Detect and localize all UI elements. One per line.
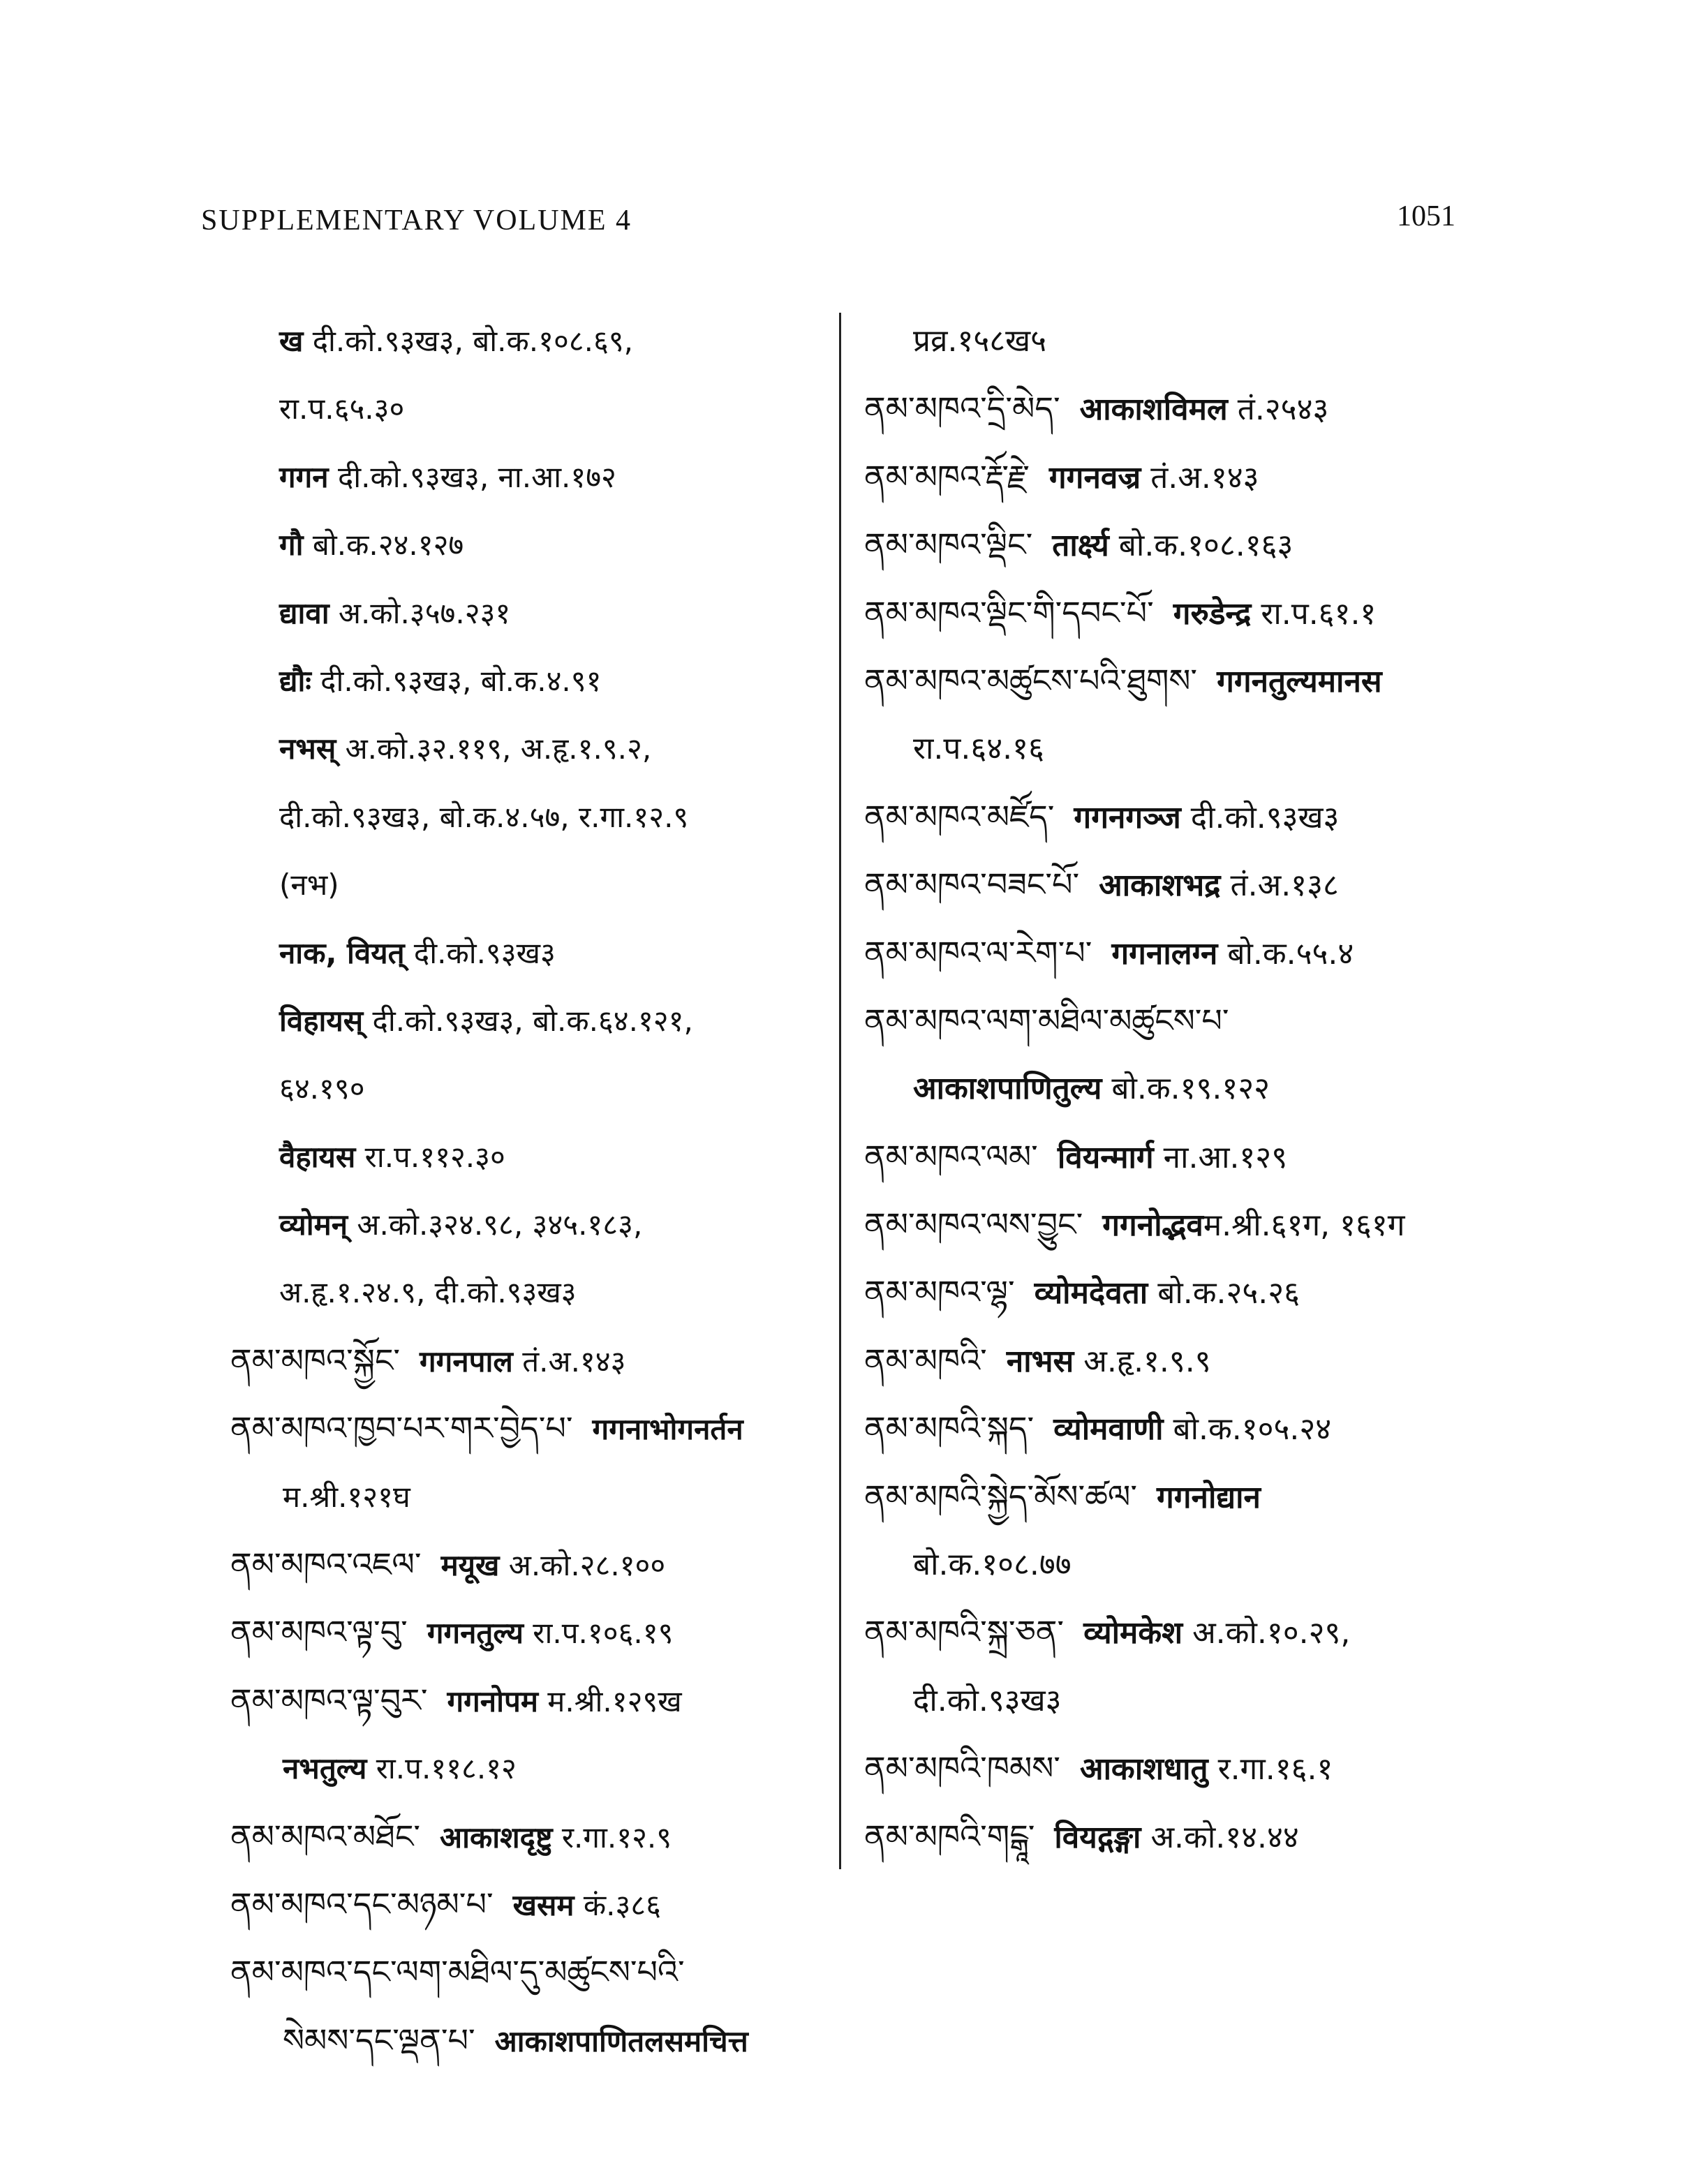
source-reference: अ.को.३२४.९८, ३४५.१८३, [348, 1208, 643, 1242]
sanskrit-equivalent: वियन्मार्ग [1057, 1139, 1154, 1175]
source-reference: रा.प.१०६.१९ [523, 1616, 674, 1651]
tibetan-headword: ནམ་མཁའི་སྐྲ་ཅན་ [864, 1613, 1065, 1651]
dictionary-entry-line [230, 1191, 831, 1258]
dictionary-entry-line [864, 375, 1492, 443]
dictionary-entry-line [230, 1938, 831, 2006]
dictionary-entry-line [230, 1327, 831, 1395]
source-reference: कं.३८६ [574, 1887, 661, 1922]
dictionary-entry-line [864, 1327, 1492, 1395]
dictionary-entry-line [864, 1598, 1492, 1666]
tibetan-headword: སེམས་དང་ལྡན་པ་ [283, 2021, 475, 2059]
dictionary-entry-line [864, 1734, 1492, 1802]
source-reference: दी.को.९३ख३, बो.क.४.५७, र.गा.१२.९ [279, 799, 689, 834]
dictionary-entry-line [230, 1258, 831, 1326]
source-reference: दी.को.९३ख३, ना.आ.१७२ [328, 459, 616, 494]
tibetan-headword: ནམ་མཁའ་རྡོ་རྗེ་ [864, 457, 1030, 496]
dictionary-entry-line [864, 783, 1492, 851]
source-reference: अ.को.२८.१०० [499, 1548, 666, 1583]
dictionary-entry-line [230, 851, 831, 919]
sanskrit-equivalent: मयूख [440, 1548, 500, 1583]
sanskrit-equivalent: खसम [512, 1887, 575, 1922]
source-reference: दी.को.९३ख३, बो.क.१०८.६९, [303, 324, 634, 358]
source-reference: म.श्री.१२९ख [538, 1684, 682, 1718]
sanskrit-equivalent: गगनोद्यान [1157, 1479, 1261, 1515]
sanskrit-equivalent: वैहायस [279, 1139, 356, 1174]
dictionary-entry-line [864, 443, 1492, 511]
source-reference: दी.को.९३ख३, बो.क.६४.१२१, [363, 1003, 693, 1038]
dictionary-entry-line [864, 1191, 1492, 1258]
sanskrit-equivalent: आकाशपाणितुल्य [913, 1071, 1102, 1107]
dictionary-entry-line [230, 1463, 831, 1531]
sanskrit-equivalent: गगनोद्भव [1102, 1208, 1203, 1244]
dictionary-entry-line [230, 1598, 831, 1666]
right-column [864, 307, 1492, 1871]
dictionary-entry-line [864, 919, 1492, 987]
tibetan-headword: ནམ་མཁའ་མཚུངས་པའི་ཐུགས་ [864, 661, 1198, 699]
source-reference: म.श्री.१२१घ [283, 1479, 410, 1514]
source-reference: म.श्री.६१ग, १६१ग [1203, 1208, 1405, 1244]
sanskrit-equivalent: द्यावा [279, 595, 329, 630]
sanskrit-equivalent: गगनोपम [447, 1684, 538, 1718]
tibetan-headword: ནམ་མཁའི་སྐད་ [864, 1409, 1035, 1448]
source-reference: बो.क.५५.४ [1217, 935, 1354, 972]
sanskrit-equivalent: गौ [279, 528, 304, 563]
dictionary-entry-line [864, 1123, 1492, 1191]
dictionary-entry-line [864, 1463, 1492, 1531]
dictionary-entry-line [230, 647, 831, 715]
dictionary-entry-line [230, 2007, 831, 2074]
running-header: SUPPLEMENTARY VOLUME 4 [201, 205, 632, 237]
source-reference: अ.को.१०.२९, [1183, 1615, 1351, 1651]
dictionary-entry-line [230, 443, 831, 511]
tibetan-headword: ནམ་མཁའ་འཇལ་ [230, 1545, 422, 1584]
source-reference: तं.अ.१३८ [1220, 868, 1339, 904]
dictionary-entry-line [864, 987, 1492, 1055]
source-reference: बो.क.१०५.२४ [1163, 1411, 1332, 1448]
source-reference: अ.को.३२.११९, अ.हृ.१.९.२, [336, 731, 652, 766]
source-reference: र.गा.१२.९ [552, 1820, 672, 1855]
sanskrit-equivalent: नभतुल्य [283, 1751, 367, 1786]
source-reference: अ.को.३५७.२३१ [329, 595, 511, 630]
source-reference: दी.को.९३ख३ [1180, 799, 1340, 835]
tibetan-headword: ནམ་མཁའ་དྲི་མེད་ [864, 389, 1060, 428]
sanskrit-equivalent: ख [279, 324, 304, 358]
dictionary-entry-line [230, 1395, 831, 1462]
source-reference: तं.अ.१४३ [512, 1344, 626, 1379]
sanskrit-equivalent: नाक, वियत् [279, 935, 405, 970]
sanskrit-equivalent: गगनवज्र [1048, 459, 1141, 496]
sanskrit-equivalent: आकाशविमल [1079, 392, 1228, 428]
source-reference: अ.हृ.१.९.९ [1074, 1343, 1211, 1379]
dictionary-entry-line [864, 1055, 1492, 1122]
source-reference: दी.को.९३ख३ [913, 1682, 1062, 1718]
dictionary-entry-line [864, 647, 1492, 715]
sanskrit-equivalent: नभस् [279, 731, 336, 766]
sanskrit-equivalent: गगन [279, 459, 329, 494]
source-reference: दी.को.९३ख३, बो.क.४.९१ [311, 663, 602, 698]
sanskrit-equivalent: आकाशधातु [1079, 1751, 1208, 1788]
source-reference: तं.अ.१४३ [1141, 459, 1259, 496]
dictionary-entry-line [230, 511, 831, 579]
source-reference: ६४.१९० [279, 1071, 365, 1106]
source-reference: बो.क.२४.१२७ [303, 528, 464, 563]
dictionary-entry-line [230, 1123, 831, 1191]
dictionary-entry-line [864, 307, 1492, 375]
source-reference: र.गा.१६.१ [1208, 1751, 1333, 1788]
sanskrit-equivalent: व्योमवाणी [1053, 1411, 1164, 1448]
tibetan-headword: ནམ་མཁའི་གངྒཱ་ [864, 1817, 1035, 1855]
source-reference: रा.प.११८.१२ [366, 1751, 517, 1786]
sanskrit-equivalent: व्योमन् [279, 1208, 348, 1242]
dictionary-entry-line [864, 1395, 1492, 1462]
dictionary-entry-line [864, 511, 1492, 579]
dictionary-entry-line [864, 579, 1492, 647]
tibetan-headword: ནམ་མཁའ་མཐོང་ [230, 1817, 421, 1855]
source-reference: बो.क.१०८.७७ [913, 1547, 1072, 1583]
sanskrit-equivalent: आकाशपाणितलसमचित्त [494, 2023, 748, 2058]
sanskrit-equivalent: आकाशभद्र [1099, 868, 1221, 904]
tibetan-headword: ནམ་མཁའ་ལག་མཐིལ་མཚུངས་པ་ [864, 1001, 1229, 1039]
sanskrit-equivalent: गगनपाल [420, 1344, 513, 1379]
dictionary-entry-line [230, 579, 831, 647]
tibetan-headword: ནམ་མཁའི་སྐྱེད་མོས་ཚལ་ [864, 1477, 1138, 1515]
left-column [230, 307, 831, 2074]
dictionary-entry-line [230, 1667, 831, 1734]
source-reference: रा.प.११२.३० [355, 1139, 505, 1174]
source-reference: ना.आ.१२९ [1153, 1139, 1288, 1175]
sanskrit-equivalent: गगनालग्न [1111, 935, 1218, 972]
tibetan-headword: ནམ་མཁའ་ལྡིང་གི་དབང་པོ་ [864, 593, 1154, 632]
sanskrit-equivalent: गगनाभोगनर्तन [592, 1412, 743, 1447]
tibetan-headword: ནམ་མཁའ་ལ་རེག་པ་ [864, 933, 1092, 972]
tibetan-headword: ནམ་མཁའ་སྐྱོང་ [230, 1341, 401, 1379]
dictionary-entry-line [230, 987, 831, 1055]
dictionary-entry-line [230, 1531, 831, 1598]
sanskrit-equivalent: गरुडेन्द्र [1173, 595, 1252, 632]
sanskrit-equivalent: आकाशदृष्टु [440, 1820, 553, 1855]
dictionary-entry-line [864, 715, 1492, 782]
source-reference: बो.क.१०८.१६३ [1109, 528, 1294, 564]
tibetan-headword: ནམ་མཁའ་མཛོད་ [864, 797, 1055, 835]
dictionary-entry-line [230, 715, 831, 782]
source-reference: दी.को.९३ख३ [404, 935, 556, 970]
dictionary-entry-line [230, 1734, 831, 1802]
source-reference: अ.को.१४.४४ [1141, 1819, 1299, 1855]
source-reference: रा.प.६१.१ [1251, 595, 1377, 632]
sanskrit-equivalent: व्योमकेश [1083, 1615, 1183, 1651]
dictionary-entry-line [230, 1055, 831, 1122]
sanskrit-equivalent: व्योमदेवता [1034, 1275, 1148, 1312]
source-reference: रा.प.६४.१६ [913, 731, 1044, 767]
dictionary-entry-line [864, 851, 1492, 919]
tibetan-headword: ནམ་མཁའི་ཁམས་ [864, 1749, 1060, 1788]
source-reference: बो.क.२५.२६ [1148, 1275, 1300, 1312]
dictionary-entry-line [230, 307, 831, 375]
source-reference: प्रव्र.१५८ख५ [913, 323, 1046, 359]
source-reference: (नभ) [279, 868, 339, 902]
tibetan-headword: ནམ་མཁའ་ཁྱབ་པར་གར་བྱེད་པ་ [230, 1409, 573, 1448]
source-reference: बो.क.१९.१२२ [1102, 1071, 1270, 1107]
source-reference: रा.प.६५.३० [279, 392, 405, 426]
tibetan-headword: ནམ་མཁའ་ལྡིང་ [864, 526, 1033, 564]
tibetan-headword: ནམ་མཁའ་ལས་བྱུང་ [864, 1205, 1083, 1244]
dictionary-entry-line [230, 1871, 831, 1938]
tibetan-headword: ནམ་མཁའ་དང་མཉམ་པ་ [230, 1885, 494, 1923]
sanskrit-equivalent: गगनतुल्यमानस [1217, 663, 1382, 699]
sanskrit-equivalent: तार्क्ष्य [1052, 528, 1109, 564]
sanskrit-equivalent: द्यौः [279, 663, 311, 698]
tibetan-headword: ནམ་མཁའ་ལྷ་ [864, 1273, 1015, 1312]
column-divider [839, 313, 841, 1869]
sanskrit-equivalent: गगनगञ्ज [1074, 799, 1181, 835]
tibetan-headword: ནམ་མཁའ་ལྟ་བུ་ [230, 1613, 408, 1651]
tibetan-headword: ནམ་མཁའ་ལམ་ [864, 1137, 1038, 1175]
sanskrit-equivalent: नाभस [1006, 1343, 1074, 1379]
dictionary-entry-line [864, 1667, 1492, 1734]
sanskrit-equivalent: विहायस् [279, 1003, 364, 1038]
dictionary-entry-line [230, 375, 831, 443]
dictionary-entry-line [230, 919, 831, 987]
tibetan-headword: ནམ་མཁའི་ [864, 1341, 987, 1379]
dictionary-entry-line [230, 783, 831, 851]
tibetan-headword: ནམ་མཁའ་དང་ལག་མཐིལ་དུ་མཚུངས་པའི་ [230, 1953, 685, 1991]
tibetan-headword: ནམ་མཁའ་བཟང་པོ་ [864, 866, 1080, 904]
dictionary-entry-line [864, 1531, 1492, 1598]
dictionary-entry-line [230, 1803, 831, 1871]
tibetan-headword: ནམ་མཁའ་ལྟ་བུར་ [230, 1681, 428, 1719]
source-reference: अ.हृ.१.२४.९, दी.को.९३ख३ [279, 1275, 577, 1310]
sanskrit-equivalent: गगनतुल्य [427, 1616, 524, 1651]
sanskrit-equivalent: वियद्गङ्गा [1054, 1819, 1141, 1855]
page-number: 1051 [1397, 200, 1455, 232]
dictionary-entry-line [864, 1803, 1492, 1871]
dictionary-entry-line [864, 1258, 1492, 1326]
source-reference: तं.२५४३ [1227, 392, 1329, 428]
